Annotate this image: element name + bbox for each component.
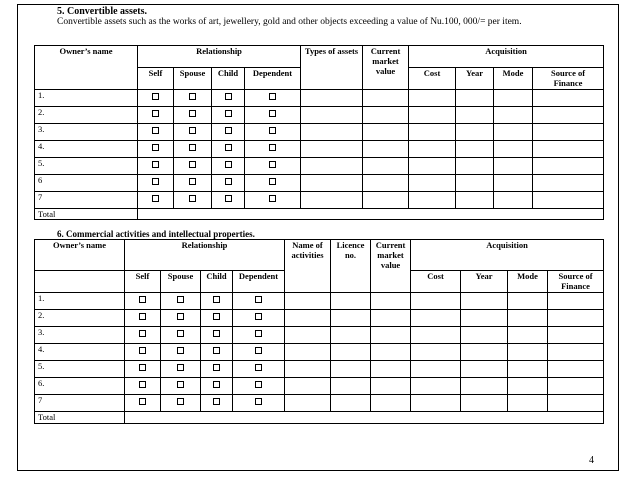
total-label: Total: [35, 412, 125, 424]
self-header: Self: [138, 68, 174, 90]
acquisition-header: Acquisition: [409, 46, 604, 68]
name-of-activities-field[interactable]: [285, 310, 331, 327]
spouse-checkbox[interactable]: [189, 195, 196, 202]
dependent-checkbox-cell: [233, 361, 285, 378]
mode-field[interactable]: [494, 107, 533, 124]
source-of-finance-header: Source of Finance: [548, 271, 604, 293]
table-row: [35, 361, 604, 378]
child-checkbox-cell: [201, 293, 233, 310]
source-of-finance-field[interactable]: [548, 395, 604, 412]
year-field[interactable]: [461, 395, 508, 412]
child-checkbox[interactable]: [213, 313, 220, 320]
spouse-checkbox[interactable]: [177, 364, 184, 371]
child-checkbox-cell: [212, 141, 245, 158]
types-of-assets-field[interactable]: [301, 158, 363, 175]
row-number: 4.: [35, 141, 138, 158]
cost-header: Cost: [409, 68, 456, 90]
cost-field[interactable]: [411, 378, 461, 395]
mode-header: Mode: [494, 68, 533, 90]
year-field[interactable]: [461, 293, 508, 310]
dependent-checkbox-cell: [245, 141, 301, 158]
source-of-finance-field[interactable]: [548, 378, 604, 395]
section5-title: 5. Convertible assets.: [57, 6, 147, 17]
cost-field[interactable]: [409, 175, 456, 192]
dependent-checkbox-cell: [245, 158, 301, 175]
total-cell[interactable]: [138, 209, 604, 220]
spouse-checkbox-cell: [161, 361, 201, 378]
mode-field[interactable]: [508, 361, 548, 378]
year-header: Year: [456, 68, 494, 90]
name-of-activities-header: Name of activities: [285, 240, 331, 293]
current-market-value-field[interactable]: [363, 107, 409, 124]
mode-field[interactable]: [494, 192, 533, 209]
cost-header: Cost: [411, 271, 461, 293]
mode-field[interactable]: [508, 327, 548, 344]
self-checkbox-cell: [125, 327, 161, 344]
dependent-checkbox-cell: [245, 107, 301, 124]
child-checkbox[interactable]: [213, 330, 220, 337]
spouse-checkbox-cell: [174, 90, 212, 107]
row-number: 2.: [35, 107, 138, 124]
self-checkbox-cell: [125, 344, 161, 361]
table-row: [35, 378, 604, 395]
dependent-checkbox-cell: [245, 124, 301, 141]
convertible-assets-table: [34, 45, 604, 220]
current-market-value-field[interactable]: [371, 395, 411, 412]
mode-field[interactable]: [508, 395, 548, 412]
table-row: [35, 158, 604, 175]
name-of-activities-field[interactable]: [285, 378, 331, 395]
spouse-checkbox[interactable]: [177, 313, 184, 320]
self-checkbox[interactable]: [139, 347, 146, 354]
cost-field[interactable]: [411, 310, 461, 327]
child-checkbox-cell: [201, 378, 233, 395]
source-of-finance-field[interactable]: [533, 141, 604, 158]
owner-name-header: Owner’s name: [35, 46, 138, 90]
source-of-finance-field[interactable]: [533, 90, 604, 107]
total-cell[interactable]: [125, 412, 604, 424]
child-checkbox[interactable]: [225, 110, 232, 117]
table-row: [35, 90, 604, 107]
current-market-value-field[interactable]: [363, 192, 409, 209]
licence-no-field[interactable]: [331, 327, 371, 344]
table-row: [35, 141, 604, 158]
child-checkbox-cell: [212, 158, 245, 175]
year-field[interactable]: [456, 158, 494, 175]
year-field[interactable]: [461, 378, 508, 395]
types-of-assets-field[interactable]: [301, 90, 363, 107]
mode-field[interactable]: [494, 158, 533, 175]
dependent-checkbox[interactable]: [255, 296, 262, 303]
child-checkbox-cell: [201, 327, 233, 344]
spouse-checkbox[interactable]: [189, 161, 196, 168]
mode-field[interactable]: [508, 310, 548, 327]
self-checkbox[interactable]: [139, 398, 146, 405]
spouse-checkbox[interactable]: [177, 381, 184, 388]
child-checkbox-cell: [201, 361, 233, 378]
mode-header: Mode: [508, 271, 548, 293]
dependent-checkbox[interactable]: [269, 127, 276, 134]
spouse-checkbox-cell: [161, 293, 201, 310]
total-label: Total: [35, 209, 138, 220]
self-checkbox[interactable]: [152, 195, 159, 202]
row-number: 6: [35, 175, 138, 192]
row-number: 3.: [35, 327, 125, 344]
year-header: Year: [461, 271, 508, 293]
relationship-header: Relationship: [138, 46, 301, 68]
year-field[interactable]: [461, 310, 508, 327]
current-market-value-header: Current market value: [371, 240, 411, 293]
child-checkbox[interactable]: [213, 347, 220, 354]
child-checkbox[interactable]: [213, 364, 220, 371]
cost-field[interactable]: [411, 361, 461, 378]
dependent-checkbox[interactable]: [269, 195, 276, 202]
spouse-checkbox[interactable]: [189, 93, 196, 100]
dependent-checkbox-cell: [245, 175, 301, 192]
spouse-checkbox[interactable]: [177, 296, 184, 303]
child-checkbox[interactable]: [225, 144, 232, 151]
year-field[interactable]: [456, 107, 494, 124]
self-checkbox-cell: [138, 90, 174, 107]
self-checkbox[interactable]: [152, 161, 159, 168]
self-header: Self: [125, 271, 161, 293]
self-checkbox-cell: [138, 124, 174, 141]
spouse-checkbox-cell: [174, 158, 212, 175]
source-of-finance-field[interactable]: [548, 361, 604, 378]
child-checkbox[interactable]: [225, 93, 232, 100]
child-checkbox-cell: [212, 107, 245, 124]
self-checkbox[interactable]: [152, 144, 159, 151]
row-number: 6.: [35, 378, 125, 395]
section5-description: Convertible assets such as the works of art, jewellery, gold and other objects exceeding a value of Nu.100, 000/= per item.: [57, 17, 522, 27]
dependent-checkbox-cell: [245, 90, 301, 107]
source-of-finance-field[interactable]: [533, 107, 604, 124]
spouse-checkbox[interactable]: [177, 347, 184, 354]
self-checkbox-cell: [125, 310, 161, 327]
dependent-header: Dependent: [233, 271, 285, 293]
cost-field[interactable]: [409, 192, 456, 209]
dependent-checkbox[interactable]: [255, 398, 262, 405]
current-market-value-field[interactable]: [363, 158, 409, 175]
source-of-finance-field[interactable]: [548, 344, 604, 361]
licence-no-field[interactable]: [331, 395, 371, 412]
child-checkbox-cell: [201, 344, 233, 361]
row-number: 5.: [35, 361, 125, 378]
mode-field[interactable]: [494, 90, 533, 107]
year-field[interactable]: [456, 124, 494, 141]
row-number: 7: [35, 192, 138, 209]
dependent-checkbox-cell: [233, 378, 285, 395]
licence-no-field[interactable]: [331, 344, 371, 361]
current-market-value-field[interactable]: [363, 124, 409, 141]
self-checkbox-cell: [125, 395, 161, 412]
self-checkbox-cell: [125, 361, 161, 378]
table-row: [35, 192, 604, 209]
current-market-value-field[interactable]: [371, 327, 411, 344]
child-header: Child: [212, 68, 245, 90]
table-row: [35, 293, 604, 310]
child-checkbox-cell: [201, 310, 233, 327]
types-of-assets-header: Types of assets: [301, 46, 363, 90]
owner-name-header: Owner’s name: [35, 240, 125, 271]
relationship-header: Relationship: [125, 240, 285, 271]
types-of-assets-field[interactable]: [301, 124, 363, 141]
types-of-assets-field[interactable]: [301, 107, 363, 124]
cost-field[interactable]: [409, 107, 456, 124]
source-of-finance-field[interactable]: [533, 192, 604, 209]
child-checkbox[interactable]: [213, 296, 220, 303]
owner-name-blank: [35, 271, 125, 293]
child-checkbox-cell: [212, 175, 245, 192]
row-number: 5.: [35, 158, 138, 175]
dependent-checkbox[interactable]: [269, 161, 276, 168]
types-of-assets-field[interactable]: [301, 192, 363, 209]
dependent-checkbox[interactable]: [255, 330, 262, 337]
mode-field[interactable]: [494, 175, 533, 192]
row-number: 7: [35, 395, 125, 412]
mode-field[interactable]: [508, 344, 548, 361]
self-checkbox[interactable]: [139, 381, 146, 388]
licence-no-header: Licence no.: [331, 240, 371, 293]
table-row: [35, 310, 604, 327]
dependent-checkbox-cell: [233, 293, 285, 310]
child-checkbox[interactable]: [225, 127, 232, 134]
self-checkbox[interactable]: [152, 178, 159, 185]
child-header: Child: [201, 271, 233, 293]
spouse-checkbox-cell: [161, 395, 201, 412]
dependent-checkbox[interactable]: [269, 110, 276, 117]
self-checkbox-cell: [125, 293, 161, 310]
self-checkbox[interactable]: [139, 364, 146, 371]
dependent-checkbox-cell: [233, 344, 285, 361]
mode-field[interactable]: [508, 378, 548, 395]
spouse-checkbox-cell: [174, 141, 212, 158]
self-checkbox[interactable]: [152, 110, 159, 117]
dependent-checkbox[interactable]: [255, 347, 262, 354]
child-checkbox-cell: [212, 192, 245, 209]
current-market-value-field[interactable]: [363, 141, 409, 158]
table-row: [35, 175, 604, 192]
source-of-finance-field[interactable]: [548, 327, 604, 344]
licence-no-field[interactable]: [331, 310, 371, 327]
self-checkbox-cell: [138, 175, 174, 192]
self-checkbox[interactable]: [139, 313, 146, 320]
spouse-checkbox-cell: [161, 327, 201, 344]
name-of-activities-field[interactable]: [285, 327, 331, 344]
cost-field[interactable]: [411, 293, 461, 310]
current-market-value-header: Current market value: [363, 46, 409, 90]
section6-title: 6. Commercial activities and intellectual properties.: [57, 229, 255, 239]
cost-field[interactable]: [409, 158, 456, 175]
self-checkbox[interactable]: [152, 93, 159, 100]
section5-body: [35, 90, 604, 209]
self-checkbox-cell: [138, 192, 174, 209]
row-number: 1.: [35, 293, 125, 310]
spouse-checkbox[interactable]: [177, 398, 184, 405]
dependent-checkbox[interactable]: [255, 313, 262, 320]
cost-field[interactable]: [409, 90, 456, 107]
name-of-activities-field[interactable]: [285, 361, 331, 378]
year-field[interactable]: [461, 344, 508, 361]
dependent-checkbox[interactable]: [269, 178, 276, 185]
self-checkbox-cell: [138, 158, 174, 175]
child-checkbox[interactable]: [225, 178, 232, 185]
current-market-value-field[interactable]: [363, 175, 409, 192]
spouse-checkbox-cell: [161, 310, 201, 327]
table-row: [35, 395, 604, 412]
commercial-activities-table: [34, 239, 604, 424]
dependent-checkbox-cell: [233, 310, 285, 327]
child-checkbox-cell: [201, 395, 233, 412]
acquisition-header: Acquisition: [411, 240, 604, 271]
row-number: 3.: [35, 124, 138, 141]
cost-field[interactable]: [411, 327, 461, 344]
dependent-checkbox-cell: [233, 395, 285, 412]
current-market-value-field[interactable]: [371, 344, 411, 361]
table-row: [35, 327, 604, 344]
current-market-value-field[interactable]: [371, 378, 411, 395]
row-number: 2.: [35, 310, 125, 327]
current-market-value-field[interactable]: [371, 293, 411, 310]
row-number: 4.: [35, 344, 125, 361]
dependent-checkbox-cell: [233, 327, 285, 344]
spouse-checkbox[interactable]: [177, 330, 184, 337]
licence-no-field[interactable]: [331, 378, 371, 395]
cost-field[interactable]: [409, 141, 456, 158]
cost-field[interactable]: [411, 395, 461, 412]
current-market-value-field[interactable]: [371, 361, 411, 378]
year-field[interactable]: [456, 90, 494, 107]
dependent-checkbox[interactable]: [255, 381, 262, 388]
child-checkbox[interactable]: [213, 381, 220, 388]
child-checkbox-cell: [212, 124, 245, 141]
spouse-checkbox-cell: [174, 124, 212, 141]
dependent-checkbox[interactable]: [255, 364, 262, 371]
spouse-checkbox-cell: [161, 344, 201, 361]
current-market-value-field[interactable]: [371, 310, 411, 327]
spouse-checkbox[interactable]: [189, 144, 196, 151]
spouse-checkbox-cell: [174, 175, 212, 192]
table-row: [35, 124, 604, 141]
source-of-finance-field[interactable]: [533, 124, 604, 141]
source-of-finance-field[interactable]: [533, 175, 604, 192]
self-checkbox-cell: [138, 141, 174, 158]
year-field[interactable]: [461, 327, 508, 344]
self-checkbox-cell: [138, 107, 174, 124]
name-of-activities-field[interactable]: [285, 395, 331, 412]
source-of-finance-header: Source of Finance: [533, 68, 604, 90]
name-of-activities-field[interactable]: [285, 293, 331, 310]
mode-field[interactable]: [494, 124, 533, 141]
cost-field[interactable]: [411, 344, 461, 361]
section6-body: [35, 293, 604, 412]
spouse-checkbox-cell: [174, 107, 212, 124]
year-field[interactable]: [461, 361, 508, 378]
spouse-checkbox[interactable]: [189, 178, 196, 185]
licence-no-field[interactable]: [331, 293, 371, 310]
child-checkbox[interactable]: [225, 195, 232, 202]
current-market-value-field[interactable]: [363, 90, 409, 107]
spouse-checkbox-cell: [174, 192, 212, 209]
source-of-finance-field[interactable]: [548, 293, 604, 310]
dependent-checkbox-cell: [245, 192, 301, 209]
spouse-header: Spouse: [161, 271, 201, 293]
table-row: [35, 344, 604, 361]
dependent-header: Dependent: [245, 68, 301, 90]
dependent-checkbox[interactable]: [269, 93, 276, 100]
self-checkbox[interactable]: [139, 296, 146, 303]
spouse-header: Spouse: [174, 68, 212, 90]
child-checkbox[interactable]: [213, 398, 220, 405]
child-checkbox[interactable]: [225, 161, 232, 168]
source-of-finance-field[interactable]: [533, 158, 604, 175]
spouse-checkbox-cell: [161, 378, 201, 395]
source-of-finance-field[interactable]: [548, 310, 604, 327]
self-checkbox[interactable]: [139, 330, 146, 337]
year-field[interactable]: [456, 192, 494, 209]
types-of-assets-field[interactable]: [301, 141, 363, 158]
year-field[interactable]: [456, 175, 494, 192]
name-of-activities-field[interactable]: [285, 344, 331, 361]
spouse-checkbox[interactable]: [189, 110, 196, 117]
types-of-assets-field[interactable]: [301, 175, 363, 192]
spouse-checkbox[interactable]: [189, 127, 196, 134]
mode-field[interactable]: [494, 141, 533, 158]
cost-field[interactable]: [409, 124, 456, 141]
page-number: 4: [589, 455, 594, 466]
row-number: 1.: [35, 90, 138, 107]
table-row: [35, 107, 604, 124]
self-checkbox[interactable]: [152, 127, 159, 134]
child-checkbox-cell: [212, 90, 245, 107]
mode-field[interactable]: [508, 293, 548, 310]
dependent-checkbox[interactable]: [269, 144, 276, 151]
year-field[interactable]: [456, 141, 494, 158]
self-checkbox-cell: [125, 378, 161, 395]
licence-no-field[interactable]: [331, 361, 371, 378]
